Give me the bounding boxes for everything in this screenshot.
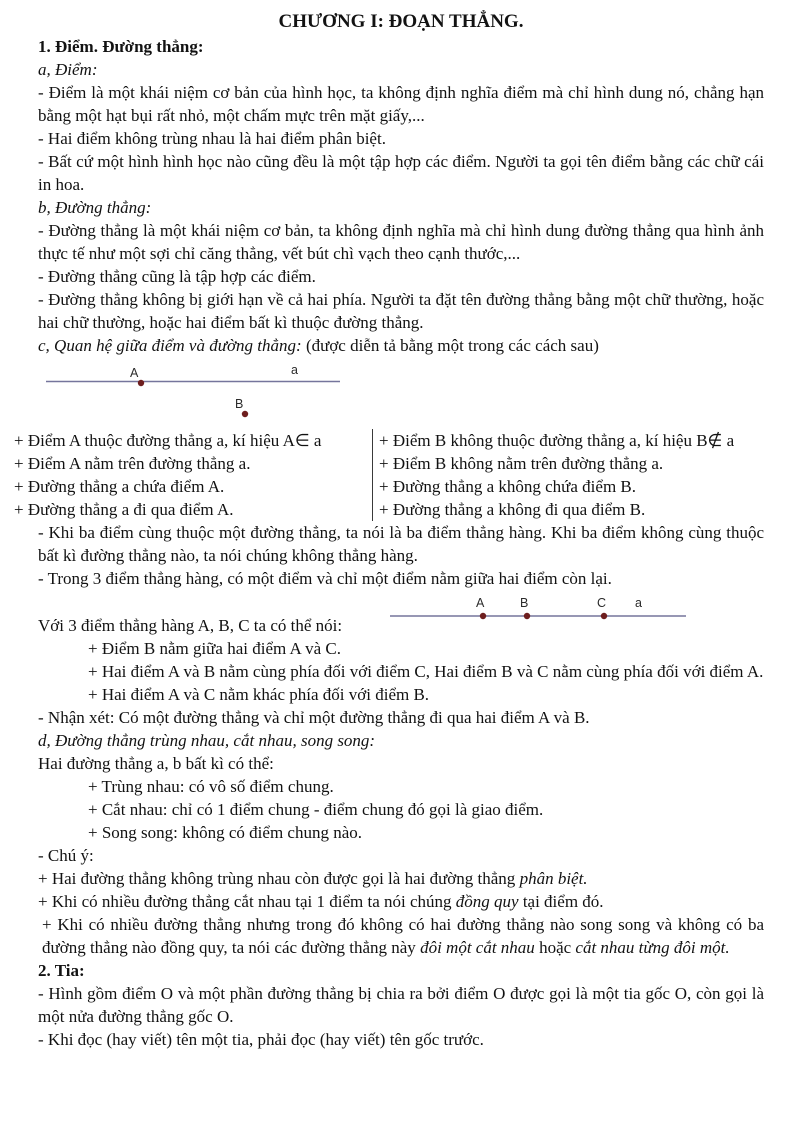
figure-point-line-relation bbox=[38, 357, 764, 429]
note-distinct-lines-term: phân biệt. bbox=[519, 869, 588, 888]
point-a-label: A bbox=[476, 596, 485, 610]
note-concurrent-tail: tại điểm đó. bbox=[518, 892, 604, 911]
item-intersecting: + Cắt nhau: chỉ có 1 điểm chung - điểm chung đó gọi là giao điểm. bbox=[88, 800, 544, 819]
relation-b-not-lies-on: + Điểm B không nằm trên đường thẳng a. bbox=[379, 454, 664, 473]
note-pairwise-or: hoặc bbox=[534, 938, 576, 957]
subsection-c-heading-italic: c, Quan hệ giữa điểm và đường thẳng: bbox=[38, 336, 302, 355]
relation-column-point-b bbox=[372, 429, 738, 521]
note-distinct-lines bbox=[38, 867, 764, 890]
line-a-diagram bbox=[46, 359, 346, 423]
relation-b-not-contained: + Đường thẳng a không chứa điểm B. bbox=[379, 477, 637, 496]
note-concurrent-lines bbox=[38, 890, 764, 913]
note-concurrent-term: đồng quy bbox=[455, 892, 519, 911]
note-distinct-lines-text: + Hai đường thẳng không trùng nhau còn được gọi là hai đường thẳng bbox=[38, 869, 520, 888]
para-ray-definition: - Hình gồm điểm O và một phần đường thẳng bị chia ra bởi điểm O được gọi là một tia gốc O, còn gọi là một nửa đường thẳng gốc O. bbox=[38, 984, 764, 1026]
relation-column-point-a bbox=[14, 429, 372, 521]
relation-a-contained: + Đường thẳng a chứa điểm A. bbox=[14, 477, 225, 496]
three-points-diagram bbox=[390, 594, 690, 634]
relation-b-not-passes: + Đường thẳng a không đi qua điểm B. bbox=[379, 500, 646, 519]
item-parallel: + Song song: không có điểm chung nào. bbox=[88, 823, 363, 842]
para-distinct-points: - Hai điểm không trùng nhau là hai điểm phân biệt. bbox=[38, 129, 386, 148]
para-between-point: - Trong 3 điểm thẳng hàng, có một điểm và chỉ một điểm nằm giữa hai điểm còn lại. bbox=[38, 569, 612, 588]
statement-opposite-side: + Hai điểm A và C nằm khác phía đối với điểm B. bbox=[88, 685, 430, 704]
relation-a-belongs: + Điểm A thuộc đường thẳng a, kí hiệu A∈ a bbox=[14, 431, 322, 450]
subsection-d-heading: d, Đường thẳng trùng nhau, cắt nhau, song song: bbox=[38, 731, 376, 750]
chapter-title: CHƯƠNG I: ĐOẠN THẲNG. bbox=[278, 11, 524, 32]
para-line-unbounded: - Đường thẳng không bị giới hạn về cả hai phía. Người ta đặt tên đường thẳng bằng một chữ thường, hoặc hai chữ thường, hoặc hai điểm bất kì thuộc đường thẳng. bbox=[38, 290, 764, 332]
note-pairwise-intersecting bbox=[38, 913, 764, 959]
point-c-dot bbox=[601, 613, 607, 619]
section-1-heading: 1. Điểm. Đường thẳng: bbox=[38, 37, 204, 56]
para-figure-is-point-set: - Bất cứ một hình hình học nào cũng đều là một tập hợp các điểm. Người ta gọi tên điểm bằng các chữ cái in hoa. bbox=[38, 152, 764, 194]
subsection-b-heading: b, Đường thẳng: bbox=[38, 198, 152, 217]
para-line-point-set: - Đường thẳng cũng là tập hợp các điểm. bbox=[38, 267, 316, 286]
line-a-label: a bbox=[635, 596, 642, 610]
subsection-c-heading bbox=[38, 334, 764, 357]
point-b-dot bbox=[242, 411, 248, 417]
note-concurrent-text: + Khi có nhiều đường thẳng cắt nhau tại 1 điểm ta nói chúng bbox=[38, 892, 456, 911]
point-a-dot bbox=[480, 613, 486, 619]
note-heading: - Chú ý: bbox=[38, 846, 94, 865]
relation-b-not-belongs: + Điểm B không thuộc đường thẳng a, kí hiệu B∉ a bbox=[379, 431, 735, 450]
subsection-a-heading: a, Điểm: bbox=[38, 60, 98, 79]
para-remark-unique-line: - Nhận xét: Có một đường thẳng và chỉ một đường thẳng đi qua hai điểm A và B. bbox=[38, 708, 590, 727]
point-b-label: B bbox=[520, 596, 529, 610]
para-point-definition: - Điểm là một khái niệm cơ bản của hình học, ta không định nghĩa điểm mà chỉ hình dung nó, chẳng hạn bằng một hạt bụi rất nhỏ, một chấm mực trên mặt giấy,... bbox=[38, 83, 764, 125]
collinear-points-row bbox=[38, 590, 764, 637]
item-coincident: + Trùng nhau: có vô số điểm chung. bbox=[88, 777, 334, 796]
point-a-label: A bbox=[130, 366, 139, 380]
para-collinear-definition: - Khi ba điểm cùng thuộc một đường thẳng, ta nói là ba điểm thẳng hàng. Khi ba điểm không cùng thuộc bất kì đường thẳng nào, ta nói chúng không thẳng hàng. bbox=[38, 523, 764, 565]
para-two-lines-intro: Hai đường thẳng a, b bất kì có thể: bbox=[38, 754, 274, 773]
note-pairwise-text: + Khi có nhiều đường thẳng nhưng trong đó không có hai đường thẳng nào song song và không có ba đường thẳng nào đồng quy, ta nói các đường thẳng này bbox=[42, 915, 764, 957]
relation-a-passes: + Đường thẳng a đi qua điểm A. bbox=[14, 500, 234, 519]
note-pairwise-term-1: đôi một cắt nhau bbox=[420, 938, 535, 957]
point-c-label: C bbox=[597, 596, 607, 610]
point-b-label: B bbox=[235, 397, 244, 411]
line-a-label: a bbox=[291, 363, 298, 377]
para-ray-naming: - Khi đọc (hay viết) tên một tia, phải đọc (hay viết) tên gốc trước. bbox=[38, 1030, 484, 1049]
relation-a-lies-on: + Điểm A nằm trên đường thẳng a. bbox=[14, 454, 251, 473]
para-line-definition: - Đường thẳng là một khái niệm cơ bản, ta không định nghĩa mà chỉ hình dung đường thẳng qua hình ảnh thực tế như một sợi chỉ căng thẳng, vết bút chì vạch theo cạnh thước,... bbox=[38, 221, 764, 263]
subsection-c-heading-note: (được diễn tả bằng một trong các cách sau) bbox=[301, 336, 599, 355]
relation-comparison-columns bbox=[14, 429, 738, 521]
note-pairwise-term-2: cắt nhau từng đôi một. bbox=[575, 938, 730, 957]
point-a-dot bbox=[138, 380, 144, 386]
section-2-heading: 2. Tia: bbox=[38, 961, 85, 980]
para-with-three-points: Với 3 điểm thẳng hàng A, B, C ta có thể nói: bbox=[38, 616, 343, 635]
statement-b-between: + Điểm B nằm giữa hai điểm A và C. bbox=[88, 639, 341, 658]
statement-same-side: + Hai điểm A và B nằm cùng phía đối với điểm C, Hai điểm B và C nằm cùng phía đối với điểm A. bbox=[88, 662, 764, 681]
point-b-dot bbox=[524, 613, 530, 619]
